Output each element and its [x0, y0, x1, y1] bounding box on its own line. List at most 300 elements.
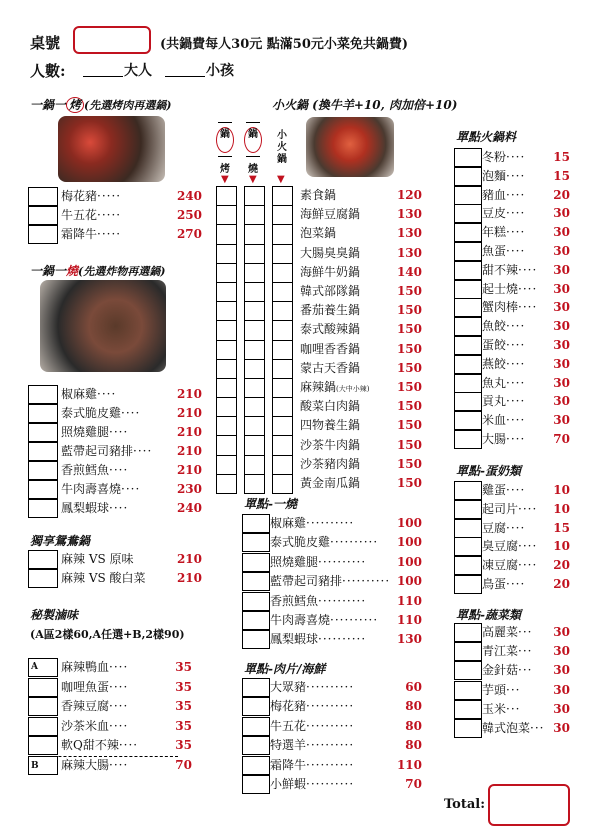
menu-item-price: 30	[553, 375, 570, 390]
menu-item-price: 130	[396, 226, 422, 241]
menu-item-name: 泰式酸辣鍋	[300, 322, 361, 337]
select-checkbox[interactable]	[273, 321, 292, 340]
menu-item-price: 150	[396, 303, 422, 318]
menu-item-price: 150	[396, 380, 422, 394]
menu-item-name: 小鮮蝦··········	[270, 777, 355, 791]
menu-item	[300, 397, 425, 416]
quantity-checkbox[interactable]	[454, 556, 482, 575]
menu-item-name: 番茄養生鍋	[300, 303, 361, 318]
quantity-checkbox[interactable]	[454, 374, 482, 393]
menu-item-name: 芋頭···	[482, 682, 521, 697]
quantity-checkbox[interactable]	[454, 186, 482, 205]
dot-leader: ····	[121, 406, 141, 420]
menu-item	[454, 298, 572, 317]
menu-item	[28, 697, 192, 716]
col-mid-rule	[246, 156, 260, 157]
menu-item-name: 特選羊··········	[270, 738, 355, 753]
menu-item	[300, 282, 425, 301]
total-field[interactable]	[488, 784, 570, 826]
quantity-checkbox[interactable]	[28, 461, 58, 480]
menu-item-price: 30	[553, 206, 570, 221]
menu-item-price: 30	[553, 281, 570, 296]
menu-item-name: 麻辣鴨血····	[61, 660, 129, 674]
quantity-checkbox[interactable]	[454, 280, 482, 299]
menu-item-name: 酸菜白肉鍋	[300, 399, 361, 414]
dot-leader: ····	[518, 539, 538, 554]
menu-item	[28, 404, 202, 423]
menu-item-name: 照燒雞腿··········	[270, 554, 367, 569]
quantity-checkbox[interactable]	[28, 569, 58, 588]
quantity-checkbox[interactable]	[28, 480, 58, 499]
menu-item-name: 鳳梨蝦球····	[61, 501, 129, 515]
grill-meat-photo	[58, 116, 165, 182]
menu-item-name: 鳳梨蝦球··········	[270, 632, 367, 647]
quantity-checkbox[interactable]	[242, 611, 270, 630]
select-checkbox[interactable]	[217, 475, 236, 493]
menu-item-name: 玉米···	[482, 701, 521, 716]
select-checkbox[interactable]	[245, 187, 264, 206]
menu-item-name: 豆腐····	[482, 520, 526, 535]
quantity-checkbox[interactable]	[242, 592, 270, 611]
select-checkbox[interactable]	[273, 302, 292, 321]
menu-item-name: 四物養生鍋	[300, 418, 361, 433]
menu-item-price: 120	[396, 188, 422, 202]
select-checkbox[interactable]	[217, 379, 236, 398]
select-checkbox[interactable]	[245, 456, 264, 475]
dot-leader: ····	[506, 375, 526, 390]
menu-item	[300, 359, 425, 378]
quantity-checkbox[interactable]	[454, 537, 482, 556]
menu-item-price: 10	[553, 501, 570, 516]
menu-item-price: 210	[176, 387, 202, 401]
dot-leader: ···	[518, 644, 533, 659]
quantity-checkbox[interactable]	[242, 572, 270, 591]
menu-item	[300, 186, 425, 205]
select-checkbox[interactable]	[273, 264, 292, 283]
select-checkbox[interactable]	[217, 264, 236, 283]
select-checkbox[interactable]	[217, 187, 236, 206]
dot-leader: ··········	[318, 554, 367, 569]
arrow-down-icon: ▼	[221, 174, 229, 185]
menu-item	[454, 223, 572, 242]
quantity-checkbox[interactable]	[454, 623, 482, 642]
menu-item-note: (大中小辣)	[336, 385, 370, 393]
dot-leader: ····	[109, 758, 129, 772]
menu-item-price: 70	[175, 758, 192, 772]
menu-item	[242, 514, 432, 533]
menu-item	[242, 592, 432, 611]
menu-item-name: 凍豆腐····	[482, 558, 538, 573]
select-checkbox[interactable]	[245, 341, 264, 360]
menu-item-name: 蛋餃····	[482, 338, 526, 352]
quantity-checkbox[interactable]	[28, 206, 58, 225]
dot-leader: ····	[109, 501, 129, 515]
quantity-checkbox[interactable]	[454, 261, 482, 280]
menu-item	[300, 224, 425, 243]
menu-item	[454, 500, 572, 519]
select-checkbox[interactable]	[217, 417, 236, 436]
dot-leader: ··········	[306, 738, 355, 753]
dot-leader: ····	[97, 387, 117, 401]
quantity-checkbox[interactable]	[242, 697, 270, 716]
select-checkbox[interactable]	[273, 360, 292, 379]
quantity-checkbox[interactable]	[454, 336, 482, 355]
menu-item-price: 270	[176, 227, 202, 241]
quantity-checkbox[interactable]	[454, 204, 482, 223]
quantity-checkbox[interactable]	[28, 736, 58, 755]
quantity-checkbox[interactable]	[28, 697, 58, 716]
dot-leader: ····	[506, 244, 526, 258]
menu-item-name: 素食鍋	[300, 188, 337, 202]
quantity-checkbox[interactable]	[28, 442, 58, 461]
menu-item-name: 咖哩香香鍋	[300, 341, 361, 356]
menu-item	[454, 430, 572, 449]
dot-leader: ··········	[306, 680, 355, 694]
dot-leader: ··········	[330, 535, 379, 550]
select-checkbox[interactable]	[245, 206, 264, 225]
menu-item-price: 20	[553, 558, 570, 573]
dot-leader: ····	[109, 425, 129, 439]
menu-item	[242, 775, 432, 794]
quantity-checkbox[interactable]	[454, 242, 482, 261]
menu-item-price: 30	[553, 338, 570, 352]
menu-item-price: 150	[396, 456, 422, 471]
menu-item-name: 豬血····	[482, 187, 526, 202]
menu-item-price: 150	[396, 476, 422, 490]
menu-item-name: 沙茶豬肉鍋	[300, 456, 361, 471]
select-checkbox[interactable]	[273, 245, 292, 264]
menu-item-price: 150	[396, 284, 422, 298]
menu-item-price: 30	[553, 262, 570, 277]
quantity-checkbox[interactable]	[454, 411, 482, 430]
quantity-checkbox[interactable]	[454, 167, 482, 186]
dot-leader: ····	[121, 482, 141, 496]
menu-item	[454, 681, 572, 700]
menu-item	[454, 661, 572, 680]
menu-item-price: 30	[553, 413, 570, 428]
col-pot-grill-header: 鍋	[216, 127, 234, 153]
menu-item-price: 210	[176, 406, 202, 420]
menu-item	[242, 678, 432, 697]
dot-leader: ····	[506, 319, 526, 334]
menu-item	[242, 717, 432, 736]
menu-item-name: 起士燒····	[482, 281, 538, 296]
quantity-checkbox[interactable]	[28, 678, 58, 697]
quantity-checkbox[interactable]	[28, 404, 58, 423]
select-checkbox[interactable]	[273, 436, 292, 455]
menu-item-price: 15	[553, 168, 570, 183]
menu-item-price: 30	[553, 682, 570, 697]
menu-item-price: 35	[175, 660, 192, 674]
menu-item-name: 泰式脆皮雞··········	[270, 535, 379, 550]
menu-item	[454, 148, 572, 167]
dot-leader: ····	[506, 432, 526, 446]
menu-item-price: 30	[553, 721, 570, 735]
select-checkbox[interactable]	[273, 398, 292, 417]
dot-leader: ··········	[342, 574, 391, 589]
section-hotpot-title: 小火鍋 (換牛羊+10, 肉加倍+10)	[272, 98, 458, 112]
group-b-label: B	[31, 761, 39, 771]
select-checkbox[interactable]	[245, 245, 264, 264]
select-checkbox[interactable]	[245, 321, 264, 340]
dot-leader: ····	[506, 413, 526, 428]
select-checkbox[interactable]	[217, 456, 236, 475]
menu-item-price: 100	[396, 535, 422, 550]
menu-item	[28, 225, 202, 244]
section-single-fry-title: 單點-一燒	[244, 497, 297, 511]
menu-item-price: 80	[405, 699, 422, 714]
col-mid-rule	[218, 156, 232, 157]
select-checkbox[interactable]	[245, 398, 264, 417]
dot-leader: ····	[506, 520, 526, 535]
dot-leader: ····	[133, 444, 153, 458]
menu-item-name: 韓式部隊鍋	[300, 284, 361, 298]
quantity-checkbox[interactable]	[454, 500, 482, 519]
dot-leader: ··········	[306, 777, 355, 791]
dot-leader: ··········	[330, 613, 379, 627]
menu-item-price: 130	[396, 632, 422, 647]
dot-leader: ····	[506, 577, 526, 591]
menu-item-name: 青江菜···	[482, 644, 533, 659]
menu-item	[300, 205, 425, 224]
select-checkbox[interactable]	[273, 187, 292, 206]
menu-item-price: 100	[396, 574, 422, 589]
dot-leader: ···	[518, 663, 533, 678]
menu-item	[28, 206, 202, 225]
select-checkbox[interactable]	[273, 456, 292, 475]
menu-item-name: 霜降牛·····	[61, 227, 122, 241]
menu-item-price: 30	[553, 644, 570, 659]
menu-item-price: 35	[175, 699, 192, 714]
quantity-checkbox[interactable]	[454, 642, 482, 661]
kids-count-field[interactable]	[165, 76, 205, 77]
quantity-checkbox[interactable]	[242, 717, 270, 736]
menu-item	[300, 455, 425, 474]
select-checkbox[interactable]	[273, 475, 292, 493]
select-checkbox[interactable]	[245, 417, 264, 436]
dot-leader: ····	[109, 660, 129, 674]
menu-item-name: 大眾豬··········	[270, 680, 355, 694]
select-checkbox[interactable]	[273, 341, 292, 360]
dot-leader: ···	[506, 682, 521, 697]
section-vegetable-title: 單點-蔬菜類	[456, 608, 521, 622]
dot-leader: ···	[518, 625, 533, 639]
menu-item-name: 泰式脆皮雞····	[61, 406, 141, 420]
people-count-label: 人數:	[30, 62, 66, 80]
dot-leader: ··········	[318, 632, 367, 647]
select-checkbox[interactable]	[217, 225, 236, 244]
menu-item-price: 30	[553, 319, 570, 334]
menu-item	[28, 187, 202, 206]
menu-item	[242, 697, 432, 716]
dot-leader: ····	[109, 679, 129, 694]
quantity-checkbox[interactable]	[454, 392, 482, 411]
menu-item	[454, 556, 572, 575]
dot-leader: ····	[506, 356, 526, 371]
select-checkbox[interactable]	[273, 283, 292, 302]
group-divider	[28, 756, 178, 757]
quantity-checkbox[interactable]	[28, 499, 58, 518]
quantity-checkbox[interactable]	[28, 225, 58, 244]
select-checkbox[interactable]	[217, 341, 236, 360]
select-checkbox[interactable]	[245, 436, 264, 455]
menu-item-price: 30	[553, 394, 570, 409]
dot-leader: ····	[506, 394, 526, 409]
adults-label: 大人	[124, 63, 152, 79]
select-checkbox[interactable]	[217, 436, 236, 455]
select-checkbox[interactable]	[273, 225, 292, 244]
select-checkbox[interactable]	[245, 475, 264, 493]
quantity-checkbox[interactable]	[28, 717, 58, 736]
select-checkbox[interactable]	[245, 379, 264, 398]
dot-leader: ····	[118, 738, 139, 753]
fried-dishes-photo	[40, 280, 166, 372]
menu-item-price: 140	[396, 264, 422, 279]
dot-leader: ····	[506, 187, 526, 202]
menu-item	[300, 244, 425, 263]
quantity-checkbox[interactable]	[28, 385, 58, 404]
dot-leader: ··········	[306, 516, 355, 530]
menu-item-price: 100	[396, 554, 422, 569]
menu-item-price: 230	[176, 482, 202, 496]
menu-item-name: 咖哩魚蛋····	[61, 679, 129, 694]
quantity-checkbox[interactable]	[242, 736, 270, 755]
col-top-rule	[218, 122, 232, 123]
arrow-down-icon: ▼	[277, 174, 285, 185]
col-top-rule	[246, 122, 260, 123]
menu-item-name: 霜降牛··········	[270, 757, 355, 772]
quantity-checkbox[interactable]	[454, 661, 482, 680]
menu-item	[454, 317, 572, 336]
section-hotpot-ingredients-title: 單點火鍋料	[456, 130, 517, 144]
menu-item-name: 起司片····	[482, 501, 538, 516]
select-checkbox[interactable]	[217, 302, 236, 321]
menu-item-name: 牛肉壽喜燒··········	[270, 613, 379, 627]
col-pot-fry-header: 鍋	[244, 127, 262, 153]
hotpot-photo	[306, 117, 394, 177]
menu-item	[242, 630, 432, 649]
select-checkbox[interactable]	[245, 225, 264, 244]
select-checkbox[interactable]	[217, 360, 236, 379]
menu-item-name: 沙茶米血····	[61, 718, 129, 733]
quantity-checkbox[interactable]	[242, 630, 270, 649]
dot-leader: ····	[109, 463, 129, 477]
menu-item	[454, 700, 572, 719]
menu-item	[28, 756, 192, 775]
dot-leader: ····	[506, 150, 526, 164]
menu-item-price: 210	[176, 571, 202, 585]
menu-item-name: 燕餃····	[482, 356, 526, 371]
menu-item	[454, 261, 572, 280]
select-checkbox[interactable]	[217, 283, 236, 302]
quantity-checkbox[interactable]	[454, 519, 482, 538]
col-grill-sublabel: 烤	[220, 164, 230, 175]
menu-item-price: 70	[553, 432, 570, 446]
menu-item	[454, 481, 572, 500]
dot-leader: ···	[530, 721, 545, 735]
select-checkbox[interactable]	[273, 379, 292, 398]
dot-leader: ·····	[97, 227, 122, 241]
menu-item-name: 梅花豬·····	[61, 189, 122, 203]
menu-item-name: 椒麻雞··········	[270, 516, 355, 530]
dot-leader: ··········	[318, 593, 367, 608]
menu-item-price: 150	[396, 399, 422, 414]
menu-item-price: 15	[553, 520, 570, 535]
select-checkbox[interactable]	[217, 245, 236, 264]
arrow-down-icon: ▼	[249, 174, 257, 185]
quantity-checkbox[interactable]	[454, 298, 482, 317]
dot-leader: ····	[506, 168, 526, 183]
menu-item-name: 大腸臭臭鍋	[300, 245, 361, 260]
menu-item-name: 黃金南瓜鍋	[300, 476, 361, 490]
menu-item-name: 麻辣大腸····	[61, 758, 129, 772]
select-checkbox[interactable]	[245, 283, 264, 302]
table-number-field[interactable]	[73, 26, 151, 54]
quantity-checkbox[interactable]	[454, 681, 482, 700]
quantity-checkbox[interactable]	[242, 553, 270, 572]
quantity-checkbox[interactable]	[454, 430, 482, 449]
quantity-checkbox[interactable]	[242, 533, 270, 552]
menu-item	[454, 204, 572, 223]
select-checkbox[interactable]	[273, 206, 292, 225]
menu-item-name: 高麗菜···	[482, 625, 533, 639]
menu-item-name: 藍帶起司豬排··········	[270, 574, 391, 589]
menu-item	[28, 461, 202, 480]
quantity-checkbox[interactable]	[242, 775, 270, 794]
menu-item-price: 240	[176, 189, 202, 203]
dot-leader: ····	[109, 718, 129, 733]
menu-item	[454, 242, 572, 261]
adults-count-field[interactable]	[83, 76, 123, 77]
quantity-checkbox[interactable]	[454, 148, 482, 167]
quantity-checkbox[interactable]	[454, 700, 482, 719]
select-checkbox[interactable]	[245, 302, 264, 321]
menu-item-name: 牛肉壽喜燒····	[61, 482, 141, 496]
quantity-checkbox[interactable]	[28, 187, 58, 206]
quantity-checkbox[interactable]	[454, 317, 482, 336]
quantity-checkbox[interactable]	[454, 481, 482, 500]
select-checkbox[interactable]	[245, 360, 264, 379]
menu-item-price: 20	[553, 187, 570, 202]
menu-item-name: 金針菇···	[482, 663, 533, 678]
select-checkbox[interactable]	[217, 206, 236, 225]
menu-item-name: 貢丸····	[482, 394, 526, 409]
menu-item-price: 35	[175, 718, 192, 733]
quantity-checkbox[interactable]	[28, 423, 58, 442]
select-checkbox[interactable]	[217, 398, 236, 417]
menu-item-price: 30	[553, 356, 570, 371]
select-checkbox[interactable]	[245, 264, 264, 283]
small-pot-select-column	[272, 186, 293, 494]
quantity-checkbox[interactable]	[242, 514, 270, 533]
menu-item-name: 香辣豆腐····	[61, 699, 129, 714]
quantity-checkbox[interactable]	[454, 719, 482, 738]
select-checkbox[interactable]	[273, 417, 292, 436]
select-checkbox[interactable]	[217, 321, 236, 340]
menu-item	[454, 537, 572, 556]
quantity-checkbox[interactable]	[454, 575, 482, 594]
dot-leader: ··········	[306, 757, 355, 772]
quantity-checkbox[interactable]	[28, 550, 58, 569]
quantity-checkbox[interactable]	[242, 678, 270, 697]
dot-leader: ····	[518, 262, 538, 277]
menu-item-name: 照燒雞腿····	[61, 425, 129, 439]
menu-item	[242, 533, 432, 552]
quantity-checkbox[interactable]	[454, 355, 482, 374]
quantity-checkbox[interactable]	[242, 756, 270, 775]
quantity-checkbox[interactable]	[454, 223, 482, 242]
menu-item-name: 海鮮牛奶鍋	[300, 264, 361, 279]
